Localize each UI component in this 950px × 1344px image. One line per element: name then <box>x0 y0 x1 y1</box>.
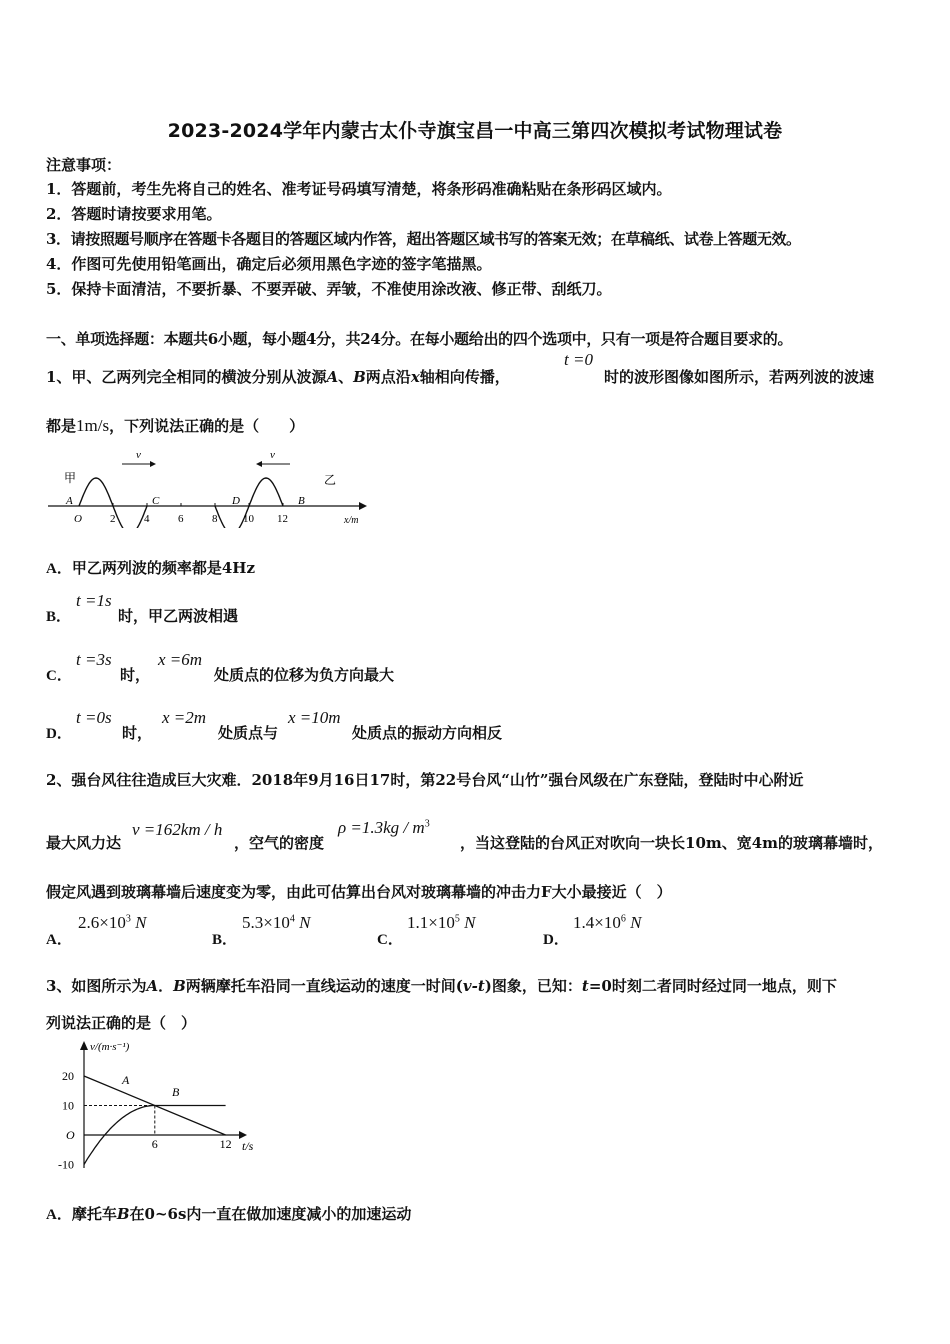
note-item: 2．答题时请按要求用笔。 <box>46 205 222 223</box>
q2-stem-text: ，空气的密度 <box>234 834 325 852</box>
q2-option-d-value <box>573 913 641 933</box>
q1-wave-figure <box>44 446 374 528</box>
value-base: 5.3×10 <box>242 913 290 932</box>
option-symbol: B <box>116 1205 130 1223</box>
q1-option-b-label[interactable]: B． <box>46 609 72 625</box>
note-item: 5．保持卡面清洁，不要折暴、不要弄破、弄皱，不准使用涂改液、修正带、刮纸刀。 <box>46 280 612 298</box>
q3-stem-line1 <box>46 975 837 996</box>
density-value: ρ =1.3kg / m <box>338 818 425 837</box>
notes-heading: 注意事项： <box>46 156 122 174</box>
q2-stem-text: 最大风力达 <box>46 834 122 852</box>
value-exponent: 5 <box>454 913 460 925</box>
q1-option-d-formula: x =2m <box>162 708 207 727</box>
q3-option-a[interactable] <box>46 1203 411 1224</box>
q3-point-a: A <box>146 977 159 995</box>
arrow-head-icon <box>256 461 262 467</box>
x-axis-arrow <box>359 502 367 510</box>
q1-option-d-text: 时， <box>122 724 153 742</box>
y-tick-label: 10 <box>62 1098 74 1113</box>
v-label-jia: v <box>136 449 141 461</box>
q1-option-c-label[interactable]: C． <box>46 668 72 684</box>
axis-label: x/m <box>344 515 359 526</box>
q1-option-c-formula: t =3s <box>76 650 112 669</box>
density-exponent: 3 <box>424 818 430 830</box>
q1-option-b-text: 时，甲乙两波相遇 <box>118 607 239 625</box>
line-a-label: A <box>122 1073 130 1087</box>
q1-t0-formula: t =0 <box>564 350 593 369</box>
q2-option-c-value <box>407 913 475 933</box>
value-base: 1.1×10 <box>407 913 455 932</box>
option-text: 甲乙两列波的频率都是4Hz <box>71 559 255 577</box>
q3-stem-text: =0时刻二者同时经过同一地点，则下 <box>588 977 837 995</box>
option-text: 摩托车 <box>71 1205 117 1223</box>
value-exponent: 4 <box>289 913 295 925</box>
q2-stem-line1: 2、强台风往往造成巨大灾难．2018年9月16日17时，第22号台风“山竹”强台风级在广东登陆，登陆时中心附近 <box>46 771 804 789</box>
value-exponent: 3 <box>125 913 131 925</box>
x-tick-label: 8 <box>212 513 218 525</box>
q1-option-b-formula: t =1s <box>76 591 112 610</box>
q3-t-symbol: t <box>581 977 589 995</box>
q3-point-b: B <box>173 977 186 995</box>
q1-option-c-formula: x =6m <box>158 650 203 669</box>
q2-wind-speed: v =162km / h <box>132 820 223 839</box>
note-item: 4．作图可先使用铅笔画出，确定后必须用黑色字迹的签字笔描黑。 <box>46 255 492 273</box>
q1-stem-text: 轴相向传播， <box>419 368 510 386</box>
origin-label: O <box>74 513 82 525</box>
section-heading: 一、单项选择题：本题共6小题，每小题4分，共24分。在每小题给出的四个选项中，只有一项是符合题目要求的。 <box>46 330 793 348</box>
q1-stem-text: 时的波形图像如图所示，若两列波的波速 <box>604 368 875 386</box>
value-exponent: 6 <box>620 913 626 925</box>
q2-option-c-label[interactable]: C． <box>377 932 403 948</box>
q2-stem-line3: 假定风遇到玻璃幕墙后速度变为零，由此可估算出台风对玻璃幕墙的冲击力F大小最接近（ ） <box>46 883 672 901</box>
x-tick-label: 2 <box>110 513 116 525</box>
q3-stem-text: 两辆摩托车沿同一直线运动的速度一时间( <box>185 977 463 995</box>
page-title: 2023-2024学年内蒙古太仆寺旗宝昌一中高三第四次模拟考试物理试卷 <box>167 120 783 142</box>
q1-option-c-text: 时， <box>120 666 151 684</box>
q1-separator: 、 <box>338 368 354 386</box>
x-tick-label: 12 <box>219 1137 232 1151</box>
value-unit: N <box>130 913 147 932</box>
note-item: 3．请按照题号顺序在答题卡各题目的答题区域内作答，超出答题区域书写的答案无效；在草稿纸、试卷上答题无效。 <box>46 230 801 248</box>
q1-option-c-text: 处质点的位移为负方向最大 <box>214 666 395 684</box>
x-axis-arrow <box>239 1131 247 1139</box>
q1-point-a: A <box>326 368 339 386</box>
origin-label: O <box>66 1128 75 1142</box>
label-jia: 甲 <box>64 471 77 485</box>
y-axis-label: v/(m·s⁻¹) <box>90 1041 130 1053</box>
point-c-label: C <box>152 495 160 507</box>
point-b-label: B <box>298 495 305 507</box>
q1-option-d-formula: x =10m <box>288 708 341 727</box>
q1-stem-text: 1、甲、乙两列完全相同的横波分别从波源 <box>46 368 327 386</box>
q1-option-a[interactable] <box>46 557 255 578</box>
q3-vt-symbol: v-t <box>462 977 485 995</box>
x-tick-label: 6 <box>178 513 184 525</box>
value-unit: N <box>459 913 476 932</box>
x-tick-label: 10 <box>243 513 254 525</box>
value-unit: N <box>294 913 311 932</box>
q2-option-a-label[interactable]: A． <box>46 932 72 948</box>
v-label-yi: v <box>270 449 275 461</box>
q1-stem-line2 <box>46 415 304 436</box>
arrow-head-icon <box>150 461 156 467</box>
point-a-label: A <box>66 495 73 507</box>
q2-option-a-value <box>78 913 146 933</box>
note-item: 1．答题前，考生先将自己的姓名、准考证号码填写清楚，将条形码准确粘贴在条形码区域内。 <box>46 180 672 198</box>
x-tick-label: 6 <box>151 1137 158 1151</box>
point-d-label: D <box>232 495 240 507</box>
q2-air-density <box>338 818 430 838</box>
y-axis-arrow <box>80 1041 88 1050</box>
q1-stem-line1 <box>46 366 510 387</box>
x-tick-label: 4 <box>144 513 150 525</box>
q1-point-b: B <box>353 368 366 386</box>
q1-option-d-text: 处质点与 <box>218 724 279 742</box>
q3-stem-line2: 列说法正确的是（ ） <box>46 1014 197 1032</box>
label-yi: 乙 <box>324 473 337 487</box>
y-tick-label: 20 <box>62 1069 74 1083</box>
q2-option-d-label[interactable]: D． <box>543 932 569 948</box>
q2-option-b-value <box>242 913 310 933</box>
q3-vt-figure <box>56 1038 266 1172</box>
q1-stem-text: ，下列说法正确的是（ ） <box>109 417 305 435</box>
q1-speed: 1m/s <box>76 416 110 435</box>
value-base: 1.4×10 <box>573 913 621 932</box>
x-tick-label: 12 <box>277 513 288 525</box>
q3-separator: ． <box>158 977 174 995</box>
q1-option-d-formula: t =0s <box>76 708 112 727</box>
q3-stem-text: )图象，已知： <box>484 977 582 995</box>
option-label: A． <box>46 561 72 577</box>
q1-stem-text: 都是 <box>46 417 77 435</box>
q1-option-d-label[interactable]: D． <box>46 726 72 742</box>
option-label: A． <box>46 1207 72 1223</box>
q2-option-b-label[interactable]: B． <box>212 932 238 948</box>
value-base: 2.6×10 <box>78 913 126 932</box>
q1-stem-text: 两点沿 <box>365 368 411 386</box>
y-tick-label: -10 <box>58 1157 74 1172</box>
q3-stem-text: 3、如图所示为 <box>46 977 147 995</box>
value-unit: N <box>625 913 642 932</box>
option-text: 在0~6s内一直在做加速度减小的加速运动 <box>129 1205 412 1223</box>
q1-x-symbol: x <box>410 368 420 386</box>
q1-option-d-text: 处质点的振动方向相反 <box>352 724 503 742</box>
line-b-label: B <box>172 1085 180 1099</box>
x-axis-label: t/s <box>242 1139 254 1153</box>
q2-stem-text: ，当这登陆的台风正对吹向一块长10m、宽4m的玻璃幕墙时， <box>460 834 884 852</box>
